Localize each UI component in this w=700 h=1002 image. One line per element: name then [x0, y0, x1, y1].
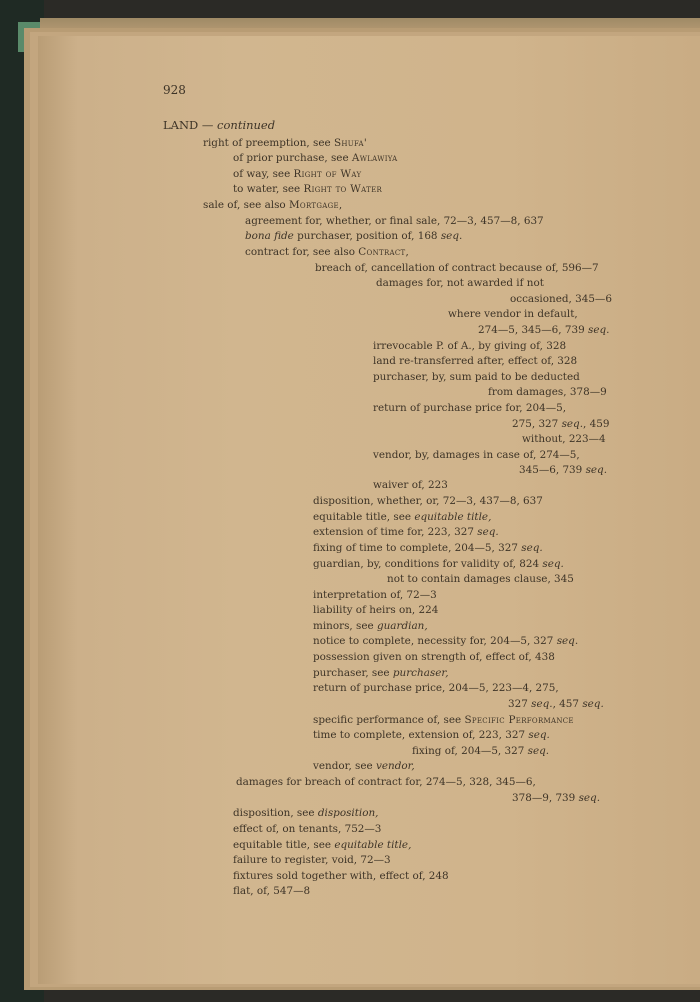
- index-entry: [203, 198, 343, 212]
- index-entry: [233, 884, 310, 898]
- index-entry: [313, 603, 438, 617]
- index-entry: [313, 634, 578, 648]
- index-entry: [313, 619, 428, 633]
- index-entry-text: 274—5, 345—6, 739: [478, 324, 589, 336]
- index-entry-text: of way, see: [233, 168, 294, 180]
- index-entry-italic: seq.: [531, 698, 553, 710]
- index-entry-text: where vendor in default,: [448, 308, 578, 320]
- index-entry-text: contract for, see also: [245, 246, 359, 258]
- index-entry-text: right of preemption, see: [203, 137, 334, 149]
- index-entry-text: fixing of, 204—5, 327: [412, 745, 528, 757]
- index-entry-text: vendor, by, damages in case of, 274—5,: [373, 449, 580, 461]
- index-entry: [387, 572, 574, 586]
- index-entry: [412, 744, 549, 758]
- index-entry-italic: seq.: [521, 542, 543, 554]
- index-entry-italic: seq.: [528, 729, 550, 741]
- index-entry-text: minors, see: [313, 620, 377, 632]
- index-entry-text: occasioned, 345—6: [510, 293, 612, 305]
- index-entry-crossref: Right of Way: [293, 168, 362, 180]
- page-number: 928: [163, 83, 186, 97]
- index-entry: [233, 806, 378, 820]
- index-entry-crossref: Awlawiya: [351, 152, 398, 164]
- index-entry-italic: seq.: [556, 635, 579, 647]
- index-entry-italic: seq.: [561, 418, 584, 430]
- index-entry-italic: guardian,: [376, 620, 428, 632]
- index-entry-text: disposition, see: [233, 807, 318, 819]
- index-entry: [313, 666, 449, 680]
- index-entry-text: purchaser, position of, 168: [293, 230, 441, 242]
- index-entry-text: not to contain damages clause, 345: [387, 573, 574, 585]
- index-entry-text: interpretation of, 72—3: [313, 589, 437, 601]
- index-entry-text: , 457: [552, 698, 583, 710]
- index-entry-text: irrevocable P. of A., by giving of, 328: [373, 340, 567, 352]
- index-entry-text: effect of, on tenants, 752—3: [233, 823, 382, 835]
- index-entry: [512, 417, 609, 431]
- index-entry: [233, 838, 411, 852]
- index-entry: [313, 510, 491, 524]
- index-entry: [488, 385, 607, 399]
- index-entry: [373, 354, 577, 368]
- index-entry: [508, 697, 604, 711]
- index-entry-text: without, 223—4: [522, 433, 606, 445]
- index-entry-text: return of purchase price, 204—5, 223—4, 275,: [313, 682, 559, 694]
- index-entry: [313, 557, 564, 571]
- index-entry: [313, 759, 415, 773]
- index-entry-text: 378—9, 739: [512, 792, 579, 804]
- heading-word: LAND: [163, 118, 199, 132]
- index-entry: [522, 432, 606, 446]
- index-entry-text: equitable title, see: [313, 511, 415, 523]
- index-entry-crossref: Shufa': [333, 137, 368, 149]
- index-entry-italic: seq.: [477, 526, 499, 538]
- index-entry-text: extension of time for, 223, 327: [313, 526, 478, 538]
- index-entry-italic: seq.: [542, 558, 564, 570]
- index-entry-text: damages for breach of contract for, 274—5, 328, 345—6,: [236, 776, 536, 788]
- index-entry: [373, 448, 580, 462]
- index-entry-text: from damages, 378—9: [488, 386, 607, 398]
- index-entry-italic: seq.: [582, 698, 604, 710]
- index-entry: [373, 478, 448, 492]
- index-entry: [313, 681, 559, 695]
- index-entry: [448, 307, 578, 321]
- index-entry-text: damages for, not awarded if not: [376, 277, 544, 289]
- index-entry-italic: seq.: [578, 792, 601, 804]
- index-entry-text: fixtures sold together with, effect of, 248: [233, 870, 449, 882]
- index-entry-text: land re-transferred after, effect of, 328: [373, 355, 578, 367]
- index-entry-italic: seq.: [527, 745, 550, 757]
- index-entry-italic: seq.: [440, 230, 463, 242]
- index-entry-italic: disposition,: [317, 807, 379, 819]
- index-entry: [313, 541, 543, 555]
- index-entry-italic: seq.: [588, 324, 610, 336]
- index-entry-text: possession given on strength of, effect of, 438: [313, 651, 555, 663]
- index-entry-text: vendor, see: [313, 760, 376, 772]
- index-entry-text: return of purchase price for, 204—5,: [373, 402, 567, 414]
- index-entry-text: breach of, cancellation of contract because of, 596—7: [315, 262, 599, 274]
- index-entry-text: disposition, whether, or, 72—3, 437—8, 637: [313, 495, 543, 507]
- index-entry-crossref: Contract,: [358, 246, 410, 258]
- index-entry-italic: equitable title,: [414, 511, 492, 523]
- index-entry: [233, 151, 398, 165]
- index-entry: [245, 229, 462, 243]
- index-entry: [233, 853, 391, 867]
- index-entry: [512, 791, 600, 805]
- index-entry: [519, 463, 607, 477]
- index-entry-text: equitable title, see: [233, 839, 335, 851]
- index-entry: [313, 713, 574, 727]
- index-entry-text: fixing of time to complete, 204—5, 327: [313, 542, 522, 554]
- heading-continued: continued: [217, 118, 276, 132]
- index-entry-text: , 459: [583, 418, 610, 430]
- index-entry: [313, 650, 555, 664]
- index-entry: [236, 775, 536, 789]
- index-entry: [313, 588, 437, 602]
- index-entry-text: to water, see: [233, 183, 304, 195]
- index-entry: [315, 261, 599, 275]
- index-entry-italic: equitable title,: [334, 839, 412, 851]
- index-entry: [313, 728, 550, 742]
- index-entry-text: guardian, by, conditions for validity of, 824: [313, 558, 543, 570]
- index-entry-crossref: Mortgage,: [288, 199, 343, 211]
- index-heading: [163, 118, 275, 132]
- index-entry-crossref: Right to Water: [303, 183, 383, 195]
- index-entry: [313, 525, 499, 539]
- index-entry-text: 327: [508, 698, 532, 710]
- index-entry-text: agreement for, whether, or final sale, 72—3, 457—8, 637: [245, 215, 544, 227]
- index-entry-text: specific performance of, see: [313, 714, 465, 726]
- index-entry: [233, 167, 361, 181]
- index-entry-italic: seq.: [585, 464, 608, 476]
- index-entry-text: purchaser, by, sum paid to be deducted: [373, 371, 580, 383]
- index-entry-text: time to complete, extension of, 223, 327: [313, 729, 529, 741]
- index-entry: [245, 245, 409, 259]
- index-entry: [233, 869, 449, 883]
- index-entry: [233, 822, 381, 836]
- index-entry: [373, 370, 580, 384]
- index-entry: [478, 323, 609, 337]
- index-entry: [510, 292, 612, 306]
- index-entry: [373, 401, 566, 415]
- index-entry-italic: vendor,: [375, 760, 415, 772]
- index-entry: [203, 136, 367, 150]
- index-entry-text: waiver of, 223: [373, 479, 448, 491]
- index-entry: [373, 339, 566, 353]
- index-entry-text: 345—6, 739: [519, 464, 586, 476]
- index-entry-text: failure to register, void, 72—3: [233, 854, 391, 866]
- index-entry-text: of prior purchase, see: [233, 152, 352, 164]
- index-entry-text: 275, 327: [512, 418, 562, 430]
- index-entry-italic: purchaser,: [392, 667, 449, 679]
- index-entry-crossref: Specific Performance: [464, 714, 574, 726]
- index-entry: [313, 494, 543, 508]
- index-entry-text: sale of, see also: [203, 199, 289, 211]
- index-entry-text: purchaser, see: [313, 667, 393, 679]
- index-entry-text: flat, of, 547—8: [233, 885, 311, 897]
- index-entry-text: notice to complete, necessity for, 204—5, 327: [313, 635, 557, 647]
- index-entry-text: liability of heirs on, 224: [313, 604, 439, 616]
- index-entry: [245, 214, 544, 228]
- index-entry-italic: bona fide: [245, 230, 294, 242]
- index-entry: [376, 276, 544, 290]
- index-entry: [233, 182, 382, 196]
- heading-dash: —: [198, 118, 218, 132]
